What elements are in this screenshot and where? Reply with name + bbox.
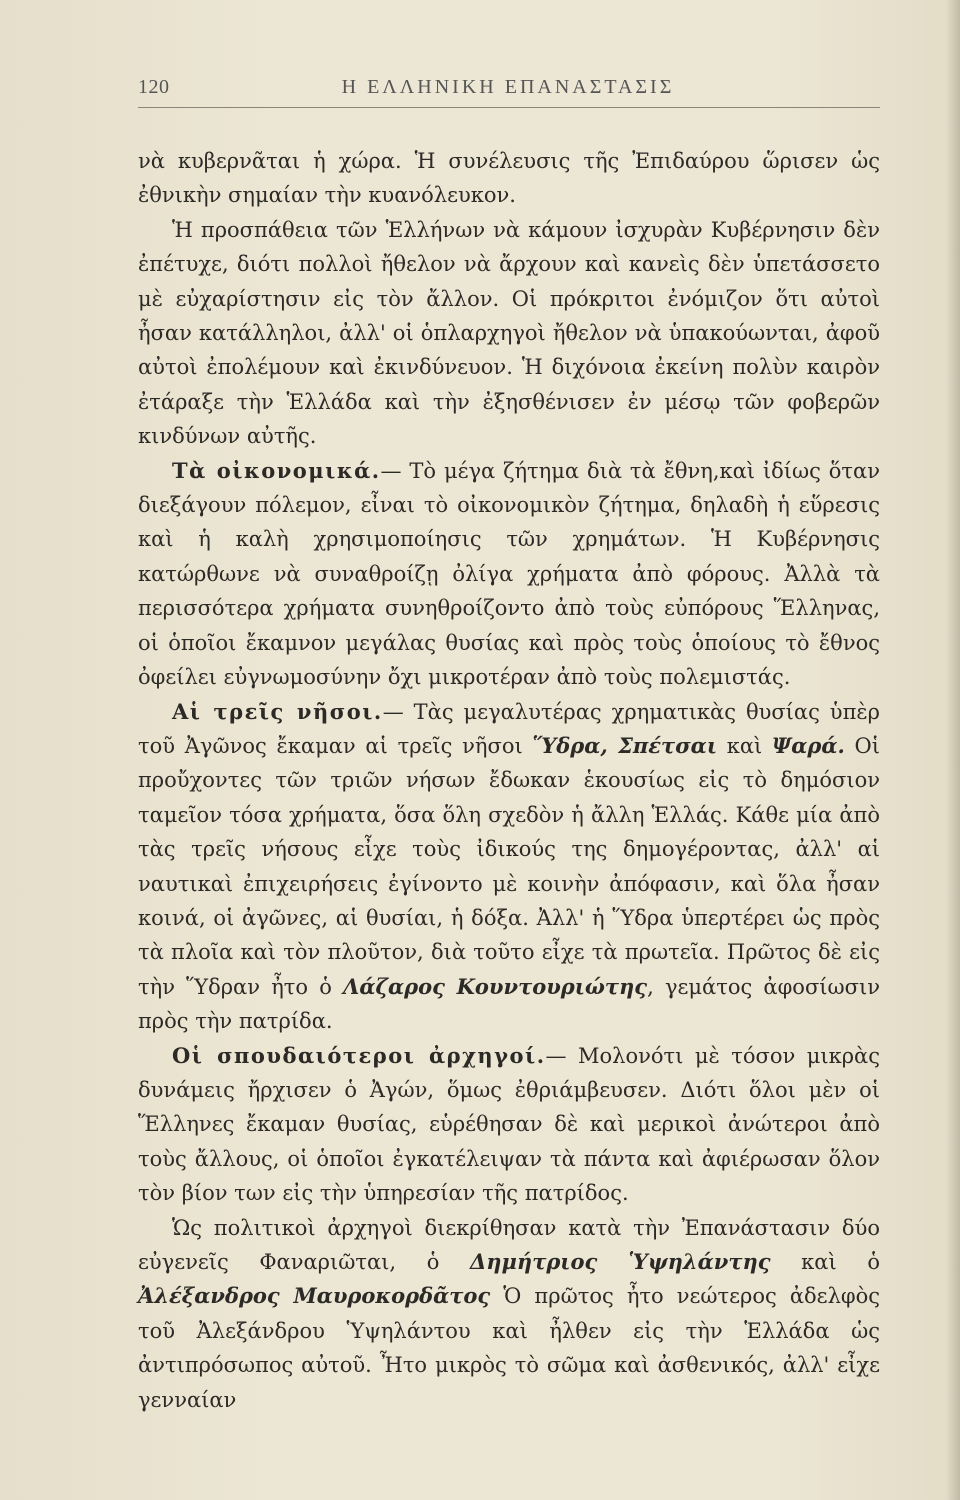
page-header xyxy=(138,76,878,106)
person-ypsilantis: Δημήτριος Ὑψηλάντης xyxy=(470,1249,771,1274)
section-heading-leaders: Οἱ σπουδαιότεροι ἀρχηγοί. xyxy=(172,1042,546,1068)
person-mavrokordatos: Ἀλέξανδρος Μαυροκορδᾶτος xyxy=(138,1283,491,1309)
paragraph-6-text-b: καὶ ὁ xyxy=(770,1250,880,1274)
island-names: Ὕδρα, Σπέτσαι xyxy=(532,732,717,758)
paragraph-4-text-d: , γεμάτος ἀφοσίωσιν πρὸς τὴν πατρίδα. xyxy=(138,974,880,1034)
section-heading-finances: Τὰ οἰκονομικά. xyxy=(172,457,381,483)
running-title: Η ΕΛΛΗΝΙΚΗ ΕΠΑΝΑΣΤΑΣΙΣ xyxy=(341,76,675,98)
paragraph-5-text: — Μολονότι μὲ τόσον μικρὰς δυνάμεις ἤρχισεν ὁ Ἀγών, ὅμως ἐθριάμβευσεν. Διότι ὅλοι μὲν οἱ Ἕλληνες ἔκαμαν θυσίας, εὑρέθησαν δὲ καὶ μερικοὶ ἀνώτεροι ἀπὸ τοὺς ἄλλους, οἱ ὁποῖοι ἐγκατέλειψαν τὰ πάντα καὶ ἀφιέρωσαν ὅλον τὸν βίον των εἰς τὴν ὑπηρεσίαν τῆς πατρίδος. xyxy=(138,1043,880,1206)
paragraph-1: νὰ κυβερνᾶται ἡ χώρα. Ἡ συνέλευσις τῆς Ἐπιδαύρου ὥρισεν ὡς ἐθνικὴν σημαίαν τὴν κυανόλευκον. xyxy=(138,149,880,208)
body-text xyxy=(138,144,880,1417)
section-heading-three-islands: Αἱ τρεῖς νῆσοι. xyxy=(172,698,383,724)
person-kountouriotis: Λάζαρος Κουντουριώτης xyxy=(343,973,648,999)
paragraph-4-text-a: — Τὰς μεγαλυτέρας χρηματικὰς θυσίας ὑπὲρ τοῦ Ἀγῶνος ἔκαμαν αἱ τρεῖς νῆσοι xyxy=(138,699,880,758)
paragraph-6 xyxy=(138,1211,880,1417)
page-number: 120 xyxy=(138,76,170,98)
paragraph-4 xyxy=(138,695,880,1039)
paragraph-3-text: — Τὸ μέγα ζήτημα διὰ τὰ ἔθνη,καὶ ἰδίως ὅταν διεξάγουν πόλεμον, εἶναι τὸ οἰκονομικὸν ζήτημα, δηλαδὴ ἡ εὕρεσις καὶ ἡ καλὴ χρησιμοποίησις τῶν χρημάτων. Ἡ Κυβέρνησις κατώρθωνε νὰ συναθροίζῃ ὀλίγα χρήματα ἀπὸ φόρους. Ἀλλὰ τὰ περισσότερα χρήματα συνηθροίζοντο ἀπὸ τοὺς εὐπόρους Ἕλληνας, οἱ ὁποῖοι ἔκαμνον μεγάλας θυσίας καὶ πρὸς τοὺς ὁποίους τὸ ἔθνος ὀφείλει εὐγνωμοσύνην ὄχι μικροτέραν ἀπὸ τοὺς πολεμιστάς. xyxy=(138,458,880,690)
paragraph-5 xyxy=(138,1039,880,1211)
paragraph-6-text-c: Ὁ πρῶτος ἦτο νεώτερος ἀδελφὸς τοῦ Ἀλεξάνδρου Ὑψηλάντου καὶ ἦλθεν εἰς τὴν Ἑλλάδα ὡς ἀντιπρόσωπος αὐτοῦ. Ἦτο μικρὸς τὸ σῶμα καὶ ἀσθενικός, ἀλλ' εἶχε γενναίαν xyxy=(138,1284,880,1412)
paragraph-4-text-b: καὶ xyxy=(717,733,773,758)
island-psara: Ψαρά. xyxy=(772,732,845,758)
page-edge-shadow xyxy=(946,0,960,1500)
paragraph-2: Ἡ προσπάθεια τῶν Ἑλλήνων νὰ κάμουν ἰσχυρὰν Κυβέρνησιν δὲν ἐπέτυχε, διότι πολλοὶ ἤθελον νὰ ἄρχουν καὶ κανεὶς δὲν ὑπετάσσετο μὲ εὐχαρίστησιν εἰς τὸν ἄλλον. Οἱ πρόκριτοι ἐνόμιζον ὅτι αὐτοὶ ἦσαν κατάλληλοι, ἀλλ' οἱ ὁπλαρχηγοὶ ἤθελον νὰ ὑπακούωνται, ἀφοῦ αὐτοὶ ἐπολέμουν καὶ ἐκινδύνευον. Ἡ διχόνοια ἐκείνη πολὺν καιρὸν ἐτάραξε τὴν Ἑλλάδα καὶ τὴν ἐξησθένισεν ἐν μέσῳ τῶν φοβερῶν κινδύνων αὐτῆς. xyxy=(138,217,880,449)
paragraph-3 xyxy=(138,454,880,695)
header-rule xyxy=(138,107,880,108)
paragraph-4-text-c: Οἱ προὔχοντες τῶν τριῶν νήσων ἔδωκαν ἑκουσίως εἰς τὸ δημόσιον ταμεῖον τόσα χρήματα, ὅσα ὅλη σχεδὸν ἡ ἄλλη Ἑλλάς. Κάθε μία ἀπὸ τὰς τρεῖς νήσους εἶχε τοὺς ἰδικούς της δημογέροντας, ἀλλ' αἱ ναυτικαὶ ἐπιχειρήσεις ἐγίνοντο μὲ κοινὴν ἀπόφασιν, καὶ ὅλα ἦσαν κοινά, οἱ ἀγῶνες, αἱ θυσίαι, ἡ δόξα. Ἀλλ' ἡ Ὕδρα ὑπερτέρει ὡς πρὸς τὰ πλοῖα καὶ τὸν πλοῦτον, διὰ τοῦτο εἶχε τὰ πρωτεῖα. Πρῶτος δὲ εἰς τὴν Ὕδραν ἦτο ὁ xyxy=(138,733,881,999)
paragraph-6-text-a: Ὡς πολιτικοὶ ἀρχηγοὶ διεκρίθησαν κατὰ τὴν Ἐπανάστασιν δύο εὐγενεῖς Φαναριῶται, ὁ xyxy=(138,1215,880,1274)
